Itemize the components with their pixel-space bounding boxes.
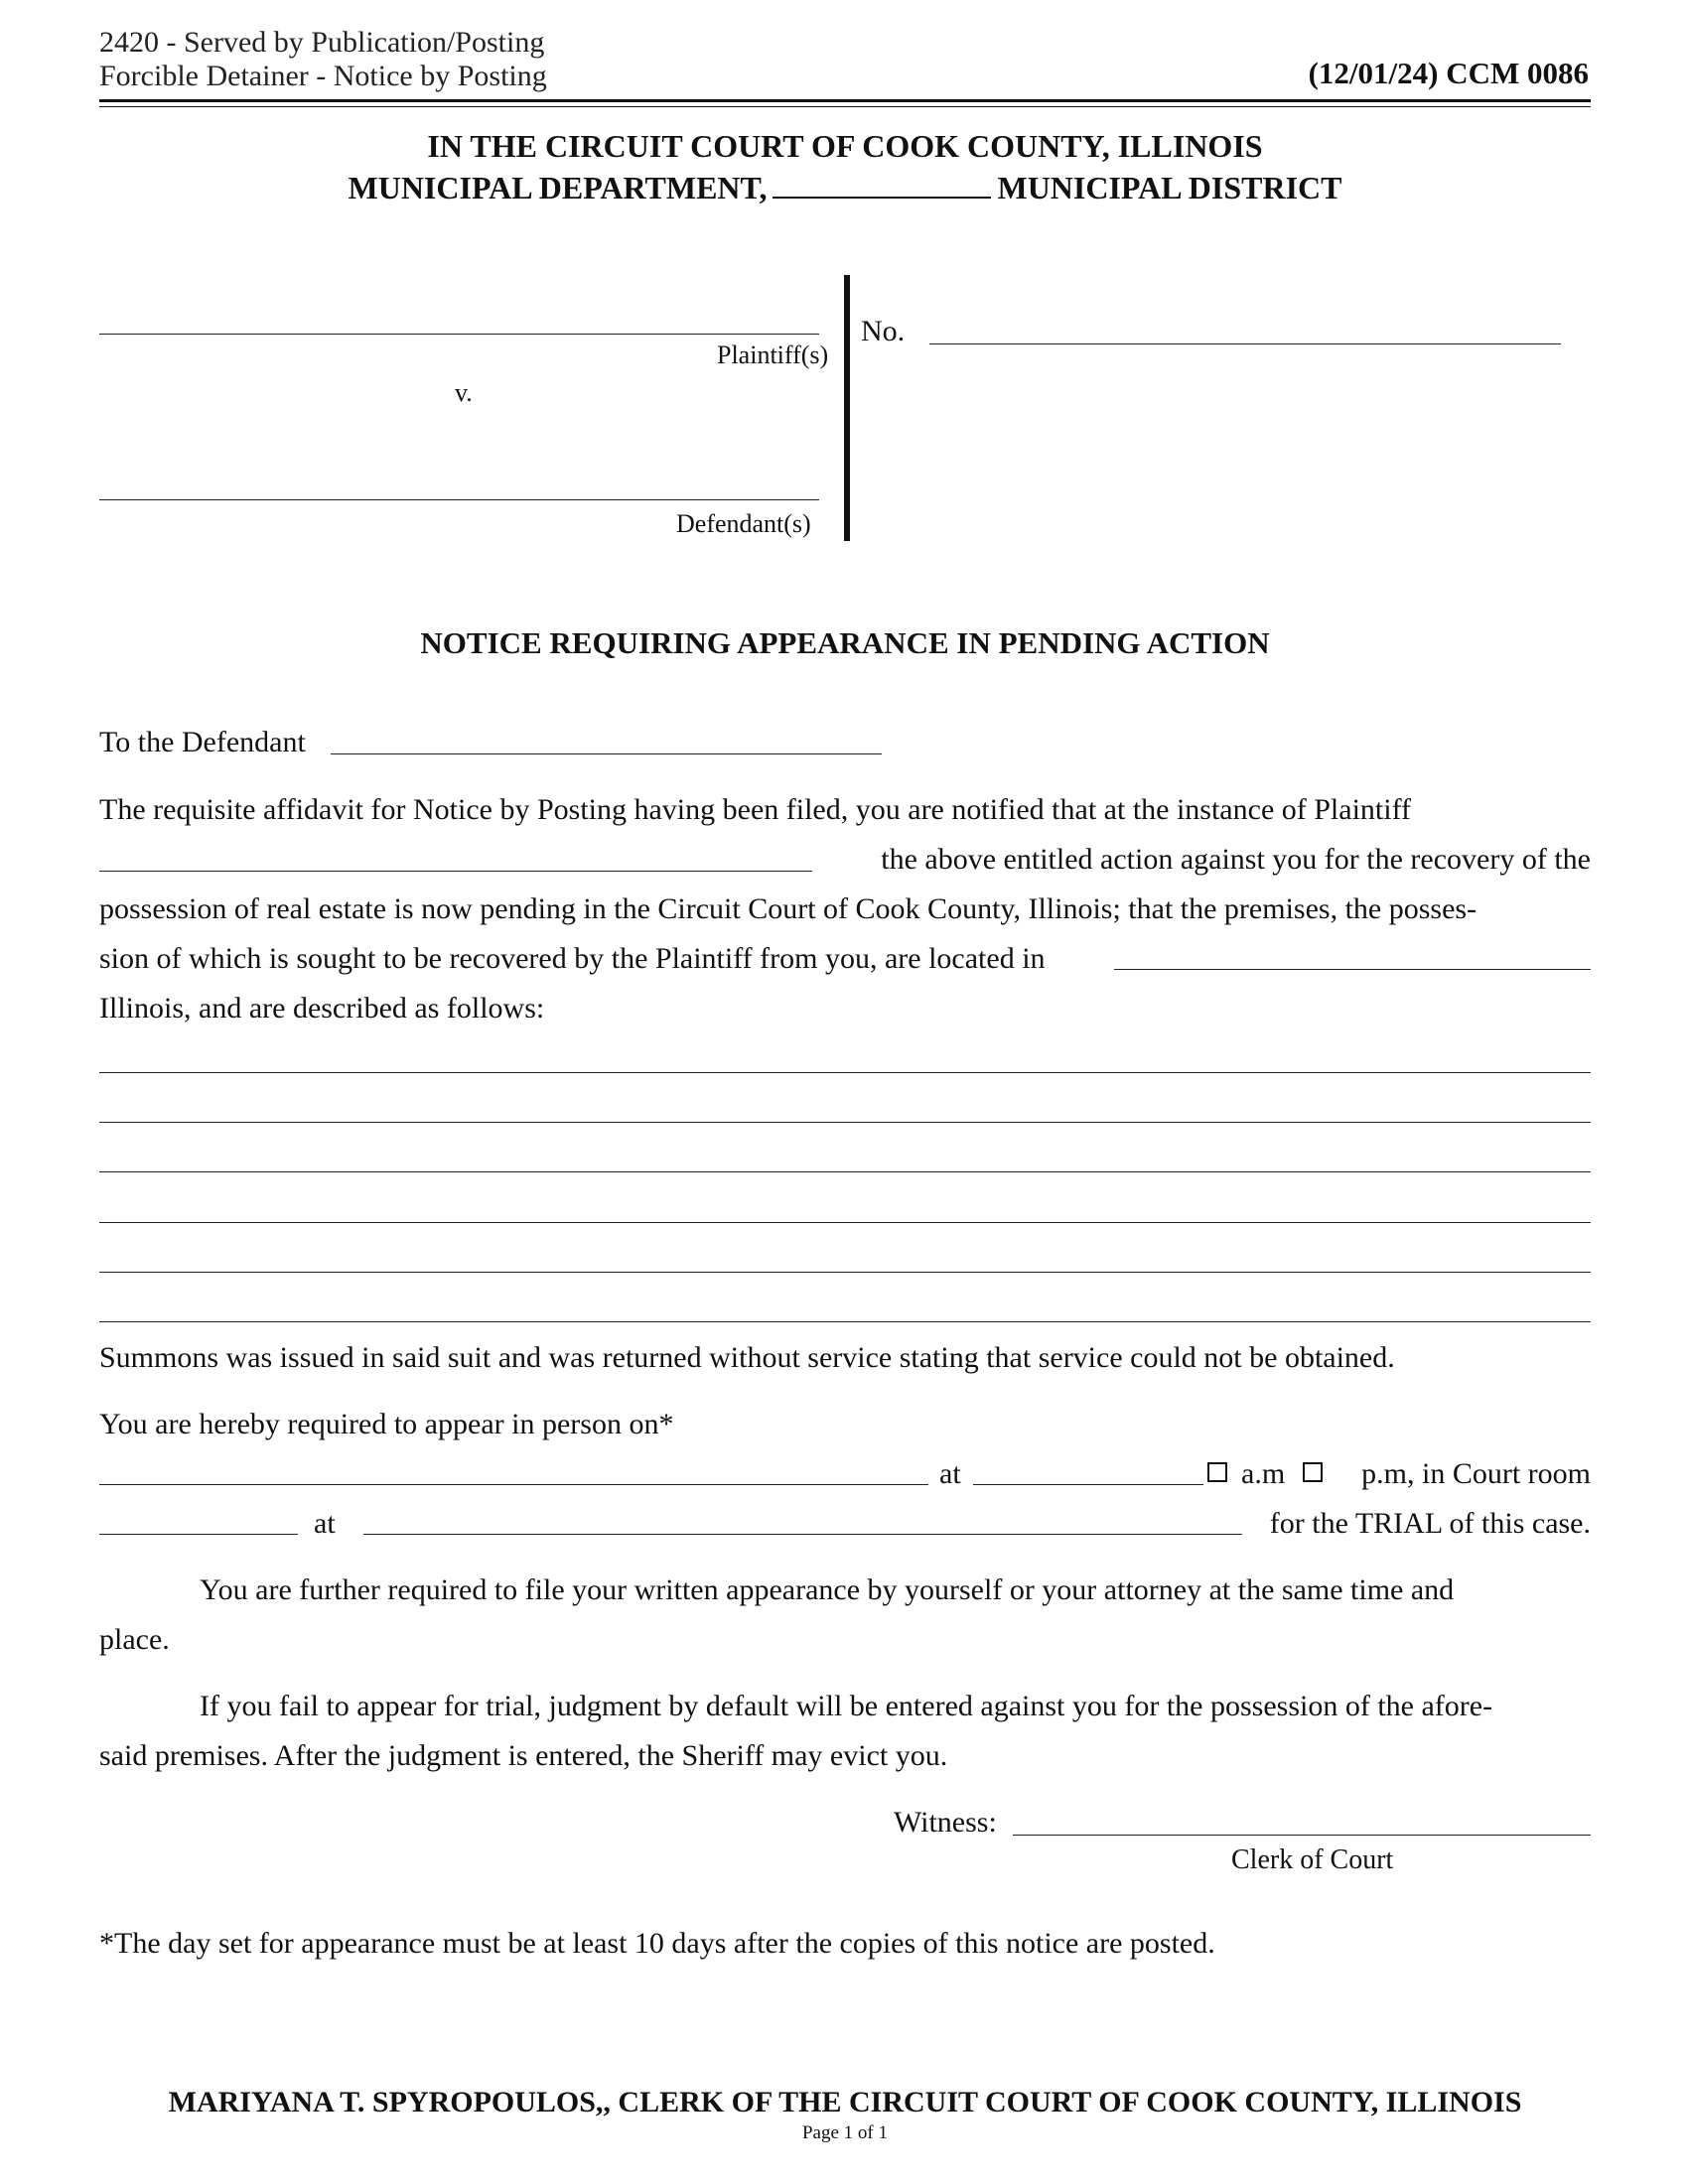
- header-rule-thin: [99, 106, 1591, 107]
- page-number: Page 1 of 1: [801, 2122, 888, 2143]
- description-line[interactable]: [99, 1072, 1591, 1073]
- courtroom-number-field[interactable]: [99, 1534, 298, 1535]
- form-code-line1: 2420 - Served by Publication/Posting: [99, 26, 545, 59]
- form-number: (12/01/24) CCM 0086: [1308, 56, 1589, 90]
- trial-label: for the TRIAL of this case.: [1269, 1507, 1591, 1540]
- fail-para-line2: said premises. After the judgment is entered, the Sheriff may evict you.: [99, 1739, 948, 1772]
- footnote: *The day set for appearance must be at least 10 days after the copies of this notice are posted.: [99, 1927, 1215, 1960]
- case-number-field[interactable]: [929, 343, 1561, 344]
- para1-line2: the above entitled action against you for the recovery of the: [881, 843, 1591, 876]
- district-blank-field[interactable]: [773, 171, 991, 199]
- header-rule-thick: [99, 99, 1591, 102]
- further-para-line1: You are further required to file your written appearance by yourself or your attorney at the same time and: [200, 1573, 1455, 1606]
- at-label-1: at: [939, 1457, 961, 1490]
- court-heading-line1: IN THE CIRCUIT COURT OF COOK COUNTY, ILLINOIS: [427, 128, 1263, 164]
- description-line[interactable]: [99, 1272, 1591, 1273]
- description-line[interactable]: [99, 1122, 1591, 1123]
- para1-line3: possession of real estate is now pending in the Circuit Court of Cook County, Illinois; that the premises, the posses-: [99, 892, 1477, 925]
- appear-intro: You are hereby required to appear in person on*: [99, 1408, 674, 1440]
- premises-location-field[interactable]: [1114, 969, 1591, 970]
- am-checkbox[interactable]: [1207, 1462, 1227, 1482]
- form-code-line2: Forcible Detainer - Notice by Posting: [99, 60, 547, 92]
- defendant-name-field[interactable]: [99, 499, 819, 500]
- para1-line4: sion of which is sought to be recovered by the Plaintiff from you, are located in: [99, 942, 1046, 975]
- appearance-date-field[interactable]: [99, 1484, 928, 1485]
- court-heading-line2: [99, 167, 1591, 208]
- defendant-field[interactable]: [331, 753, 882, 754]
- description-line[interactable]: [99, 1222, 1591, 1223]
- witness-label: Witness:: [894, 1806, 997, 1839]
- appearance-time-field[interactable]: [973, 1484, 1203, 1485]
- witness-signature-field[interactable]: [1013, 1835, 1591, 1836]
- pm-checkbox[interactable]: [1303, 1462, 1323, 1482]
- pm-courtroom-label: p.m, in Court room: [1361, 1457, 1591, 1490]
- case-no-label: No.: [861, 315, 906, 347]
- defendant-label: Defendant(s): [676, 509, 811, 538]
- plaintiff-label: Plaintiff(s): [717, 341, 829, 369]
- fail-para-line1: If you fail to appear for trial, judgment by default will be entered against you for the possession of the afore-: [200, 1690, 1493, 1722]
- versus-label: v.: [455, 378, 473, 407]
- am-label: a.m: [1241, 1457, 1286, 1490]
- municipal-district-label: MUNICIPAL DISTRICT: [997, 170, 1342, 205]
- further-para-line2: place.: [99, 1623, 170, 1656]
- description-line[interactable]: [99, 1171, 1591, 1172]
- to-defendant-label: To the Defendant: [99, 726, 306, 758]
- court-address-field[interactable]: [363, 1534, 1242, 1535]
- description-line[interactable]: [99, 1321, 1591, 1322]
- municipal-department-label: MUNICIPAL DEPARTMENT,: [348, 170, 768, 205]
- clerk-of-court-label: Clerk of Court: [1231, 1844, 1394, 1875]
- at-label-2: at: [314, 1507, 336, 1540]
- para1-line5: Illinois, and are described as follows:: [99, 992, 545, 1024]
- plaintiff-instance-field[interactable]: [99, 871, 812, 872]
- summons-text: Summons was issued in said suit and was returned without service stating that service could not be obtained.: [99, 1341, 1395, 1374]
- document-title: NOTICE REQUIRING APPEARANCE IN PENDING ACTION: [420, 625, 1270, 660]
- caption-divider: [844, 275, 850, 541]
- para1-line1: The requisite affidavit for Notice by Posting having been filed, you are notified that at the instance of Plaintiff: [99, 793, 1412, 826]
- footer-clerk-line: MARIYANA T. SPYROPOULOS,, CLERK OF THE CIRCUIT COURT OF COOK COUNTY, ILLINOIS: [168, 2086, 1522, 2118]
- plaintiff-name-field[interactable]: [99, 334, 819, 335]
